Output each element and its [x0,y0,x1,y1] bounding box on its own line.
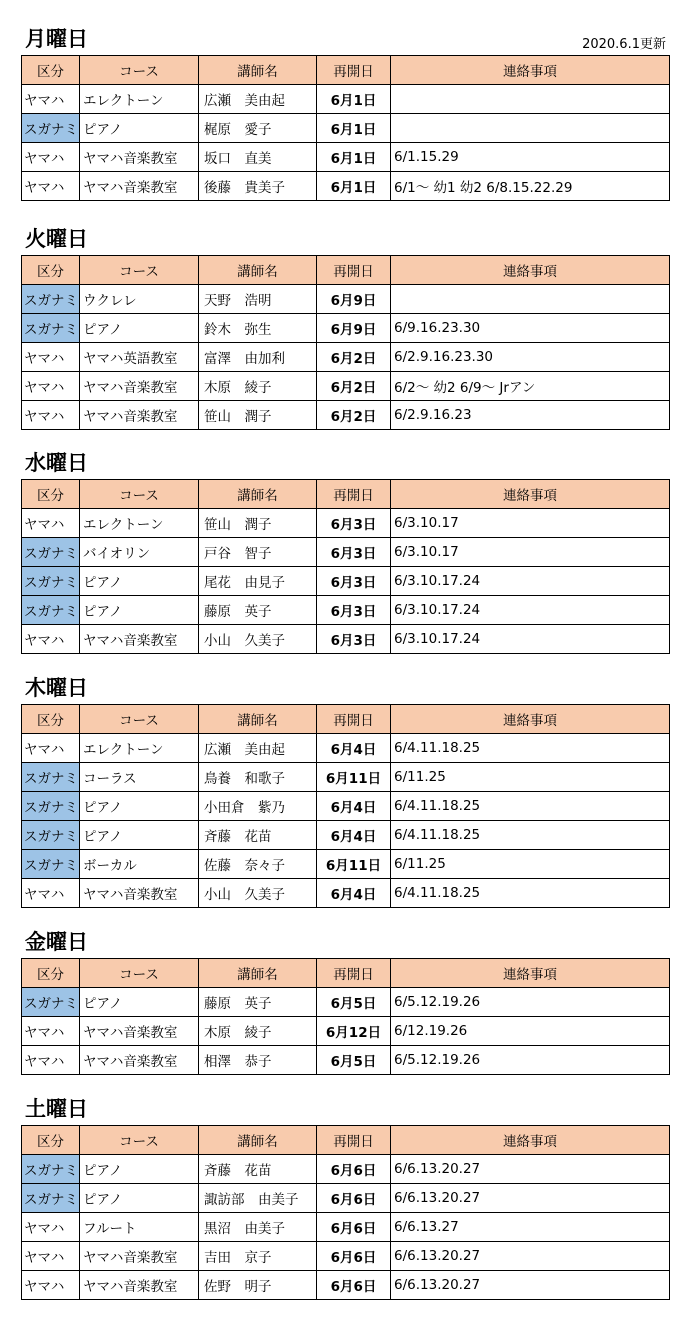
date-cell: 6月3日 [317,596,391,625]
header-row [22,1126,670,1155]
header-course: コース [80,256,199,285]
update-date: 2020.6.1更新 [582,37,666,52]
note-cell: 6/6.13.20.27 [391,1184,670,1213]
day-section [21,450,669,654]
note-cell: 6/5.12.19.26 [391,1046,670,1075]
course-cell: エレクトーン [80,85,199,114]
table-row [22,372,670,401]
header-teacher: 講師名 [199,56,317,85]
date-cell: 6月1日 [317,143,391,172]
date-cell: 6月3日 [317,538,391,567]
teacher-cell: 黒沼 由美子 [199,1213,317,1242]
teacher-cell: 広瀬 美由起 [199,734,317,763]
kubun-cell: スガナミ [22,538,80,567]
header-row [22,56,670,85]
teacher-cell: 戸谷 智子 [199,538,317,567]
kubun-cell: スガナミ [22,988,80,1017]
schedule-table [21,958,670,1075]
table-row [22,792,670,821]
header-teacher: 講師名 [199,705,317,734]
date-cell: 6月5日 [317,988,391,1017]
kubun-cell: ヤマハ [22,734,80,763]
day-section [21,226,669,430]
course-cell: ヤマハ音楽教室 [80,143,199,172]
header-teacher: 講師名 [199,256,317,285]
course-cell: ピアノ [80,567,199,596]
teacher-cell: 小山 久美子 [199,625,317,654]
header-teacher: 講師名 [199,1126,317,1155]
course-cell: ボーカル [80,850,199,879]
kubun-cell: スガナミ [22,792,80,821]
table-row [22,821,670,850]
course-cell: ピアノ [80,988,199,1017]
table-row [22,85,670,114]
header-note: 連絡事項 [391,705,670,734]
header-kubun: 区分 [22,56,80,85]
teacher-cell: 佐藤 奈々子 [199,850,317,879]
kubun-cell: ヤマハ [22,372,80,401]
note-cell [391,85,670,114]
teacher-cell: 坂口 直美 [199,143,317,172]
table-row [22,538,670,567]
teacher-cell: 尾花 由見子 [199,567,317,596]
date-cell: 6月2日 [317,401,391,430]
teacher-cell: 鈴木 弥生 [199,314,317,343]
date-cell: 6月4日 [317,734,391,763]
course-cell: ヤマハ英語教室 [80,343,199,372]
kubun-cell: スガナミ [22,114,80,143]
table-row [22,734,670,763]
header-row [22,256,670,285]
teacher-cell: 斉藤 花苗 [199,821,317,850]
table-row [22,509,670,538]
kubun-cell: ヤマハ [22,172,80,201]
course-cell: ヤマハ音楽教室 [80,625,199,654]
note-cell [391,285,670,314]
table-row [22,596,670,625]
header-date: 再開日 [317,256,391,285]
course-cell: ヤマハ音楽教室 [80,372,199,401]
kubun-cell: スガナミ [22,850,80,879]
course-cell: エレクトーン [80,509,199,538]
day-title: 木曜日 [25,676,88,700]
note-cell: 6/3.10.17.24 [391,625,670,654]
date-cell: 6月6日 [317,1155,391,1184]
header-date: 再開日 [317,56,391,85]
course-cell: ヤマハ音楽教室 [80,172,199,201]
table-row [22,401,670,430]
header-note: 連絡事項 [391,56,670,85]
table-row [22,172,670,201]
kubun-cell: スガナミ [22,596,80,625]
table-row [22,1046,670,1075]
note-cell: 6/1～ 幼1 幼2 6/8.15.22.29 [391,172,670,201]
teacher-cell: 佐野 明子 [199,1271,317,1300]
table-row [22,1271,670,1300]
note-cell: 6/4.11.18.25 [391,821,670,850]
note-cell: 6/6.13.20.27 [391,1242,670,1271]
note-cell: 6/5.12.19.26 [391,988,670,1017]
teacher-cell: 小田倉 紫乃 [199,792,317,821]
header-course: コース [80,56,199,85]
note-cell: 6/1.15.29 [391,143,670,172]
date-cell: 6月4日 [317,879,391,908]
date-cell: 6月12日 [317,1017,391,1046]
note-cell: 6/3.10.17.24 [391,596,670,625]
note-cell: 6/6.13.27 [391,1213,670,1242]
note-cell: 6/2～ 幼2 6/9～ Jrアン [391,372,670,401]
teacher-cell: 木原 綾子 [199,372,317,401]
schedule-table [21,479,670,654]
kubun-cell: ヤマハ [22,1242,80,1271]
teacher-cell: 富澤 由加利 [199,343,317,372]
course-cell: フルート [80,1213,199,1242]
schedule-table [21,55,670,201]
note-cell: 6/12.19.26 [391,1017,670,1046]
teacher-cell: 斉藤 花苗 [199,1155,317,1184]
date-cell: 6月1日 [317,85,391,114]
header-note: 連絡事項 [391,480,670,509]
kubun-cell: スガナミ [22,567,80,596]
table-row [22,879,670,908]
course-cell: ヤマハ音楽教室 [80,1017,199,1046]
note-cell: 6/9.16.23.30 [391,314,670,343]
date-cell: 6月1日 [317,114,391,143]
kubun-cell: ヤマハ [22,1046,80,1075]
course-cell: ピアノ [80,1155,199,1184]
table-row [22,567,670,596]
schedule-table [21,704,670,908]
teacher-cell: 鳥養 和歌子 [199,763,317,792]
note-cell: 6/11.25 [391,763,670,792]
date-cell: 6月11日 [317,850,391,879]
teacher-cell: 後藤 貴美子 [199,172,317,201]
schedule-table [21,1125,670,1300]
kubun-cell: スガナミ [22,1184,80,1213]
teacher-cell: 笹山 潤子 [199,401,317,430]
header-note: 連絡事項 [391,256,670,285]
teacher-cell: 諏訪部 由美子 [199,1184,317,1213]
note-cell: 6/6.13.20.27 [391,1271,670,1300]
teacher-cell: 吉田 京子 [199,1242,317,1271]
kubun-cell: スガナミ [22,821,80,850]
course-cell: ピアノ [80,821,199,850]
kubun-cell: ヤマハ [22,1213,80,1242]
header-note: 連絡事項 [391,959,670,988]
kubun-cell: スガナミ [22,285,80,314]
date-cell: 6月1日 [317,172,391,201]
course-cell: ピアノ [80,792,199,821]
kubun-cell: ヤマハ [22,401,80,430]
header-course: コース [80,705,199,734]
date-cell: 6月6日 [317,1213,391,1242]
note-cell: 6/4.11.18.25 [391,792,670,821]
date-cell: 6月3日 [317,509,391,538]
course-cell: コーラス [80,763,199,792]
date-cell: 6月6日 [317,1242,391,1271]
course-cell: ピアノ [80,596,199,625]
table-row [22,1242,670,1271]
header-course: コース [80,959,199,988]
table-row [22,1155,670,1184]
kubun-cell: スガナミ [22,763,80,792]
course-cell: ヤマハ音楽教室 [80,1271,199,1300]
course-cell: ヤマハ音楽教室 [80,879,199,908]
kubun-cell: スガナミ [22,1155,80,1184]
kubun-cell: ヤマハ [22,1271,80,1300]
header-date: 再開日 [317,705,391,734]
table-row [22,1017,670,1046]
teacher-cell: 笹山 潤子 [199,509,317,538]
table-row [22,1213,670,1242]
header-note: 連絡事項 [391,1126,670,1155]
note-cell: 6/2.9.16.23 [391,401,670,430]
day-title: 月曜日 [25,27,88,51]
date-cell: 6月6日 [317,1184,391,1213]
schedule-table [21,255,670,430]
course-cell: ウクレレ [80,285,199,314]
header-kubun: 区分 [22,1126,80,1155]
course-cell: バイオリン [80,538,199,567]
date-cell: 6月11日 [317,763,391,792]
course-cell: ヤマハ音楽教室 [80,1242,199,1271]
header-kubun: 区分 [22,705,80,734]
teacher-cell: 藤原 英子 [199,988,317,1017]
teacher-cell: 藤原 英子 [199,596,317,625]
note-cell [391,114,670,143]
table-row [22,314,670,343]
date-cell: 6月3日 [317,625,391,654]
header-teacher: 講師名 [199,480,317,509]
header-row [22,480,670,509]
note-cell: 6/11.25 [391,850,670,879]
kubun-cell: ヤマハ [22,143,80,172]
kubun-cell: ヤマハ [22,85,80,114]
teacher-cell: 小山 久美子 [199,879,317,908]
note-cell: 6/2.9.16.23.30 [391,343,670,372]
teacher-cell: 広瀬 美由起 [199,85,317,114]
header-course: コース [80,1126,199,1155]
date-cell: 6月2日 [317,343,391,372]
date-cell: 6月3日 [317,567,391,596]
header-row [22,705,670,734]
course-cell: ヤマハ音楽教室 [80,1046,199,1075]
course-cell: ヤマハ音楽教室 [80,401,199,430]
header-row [22,959,670,988]
table-row [22,343,670,372]
header-kubun: 区分 [22,480,80,509]
note-cell: 6/3.10.17 [391,509,670,538]
date-cell: 6月2日 [317,372,391,401]
kubun-cell: ヤマハ [22,343,80,372]
course-cell: ピアノ [80,1184,199,1213]
note-cell: 6/4.11.18.25 [391,879,670,908]
kubun-cell: ヤマハ [22,625,80,654]
note-cell: 6/4.11.18.25 [391,734,670,763]
table-row [22,625,670,654]
date-cell: 6月6日 [317,1271,391,1300]
day-section [21,1096,669,1300]
note-cell: 6/3.10.17.24 [391,567,670,596]
table-row [22,114,670,143]
day-section [21,675,669,908]
header-teacher: 講師名 [199,959,317,988]
header-kubun: 区分 [22,256,80,285]
table-row [22,285,670,314]
note-cell: 6/6.13.20.27 [391,1155,670,1184]
day-title: 水曜日 [25,451,88,475]
date-cell: 6月4日 [317,821,391,850]
table-row [22,763,670,792]
kubun-cell: スガナミ [22,314,80,343]
header-date: 再開日 [317,480,391,509]
kubun-cell: ヤマハ [22,879,80,908]
day-title: 金曜日 [25,930,88,954]
day-title: 火曜日 [25,227,88,251]
teacher-cell: 天野 浩明 [199,285,317,314]
course-cell: ピアノ [80,314,199,343]
table-row [22,143,670,172]
date-cell: 6月4日 [317,792,391,821]
table-row [22,1184,670,1213]
table-row [22,988,670,1017]
table-row [22,850,670,879]
course-cell: ピアノ [80,114,199,143]
note-cell: 6/3.10.17 [391,538,670,567]
teacher-cell: 相澤 恭子 [199,1046,317,1075]
teacher-cell: 梶原 愛子 [199,114,317,143]
header-kubun: 区分 [22,959,80,988]
day-section [21,26,669,201]
header-date: 再開日 [317,959,391,988]
header-course: コース [80,480,199,509]
kubun-cell: ヤマハ [22,509,80,538]
header-date: 再開日 [317,1126,391,1155]
course-cell: エレクトーン [80,734,199,763]
day-section [21,929,669,1075]
date-cell: 6月9日 [317,285,391,314]
kubun-cell: ヤマハ [22,1017,80,1046]
date-cell: 6月9日 [317,314,391,343]
day-title: 土曜日 [25,1097,88,1121]
teacher-cell: 木原 綾子 [199,1017,317,1046]
date-cell: 6月5日 [317,1046,391,1075]
